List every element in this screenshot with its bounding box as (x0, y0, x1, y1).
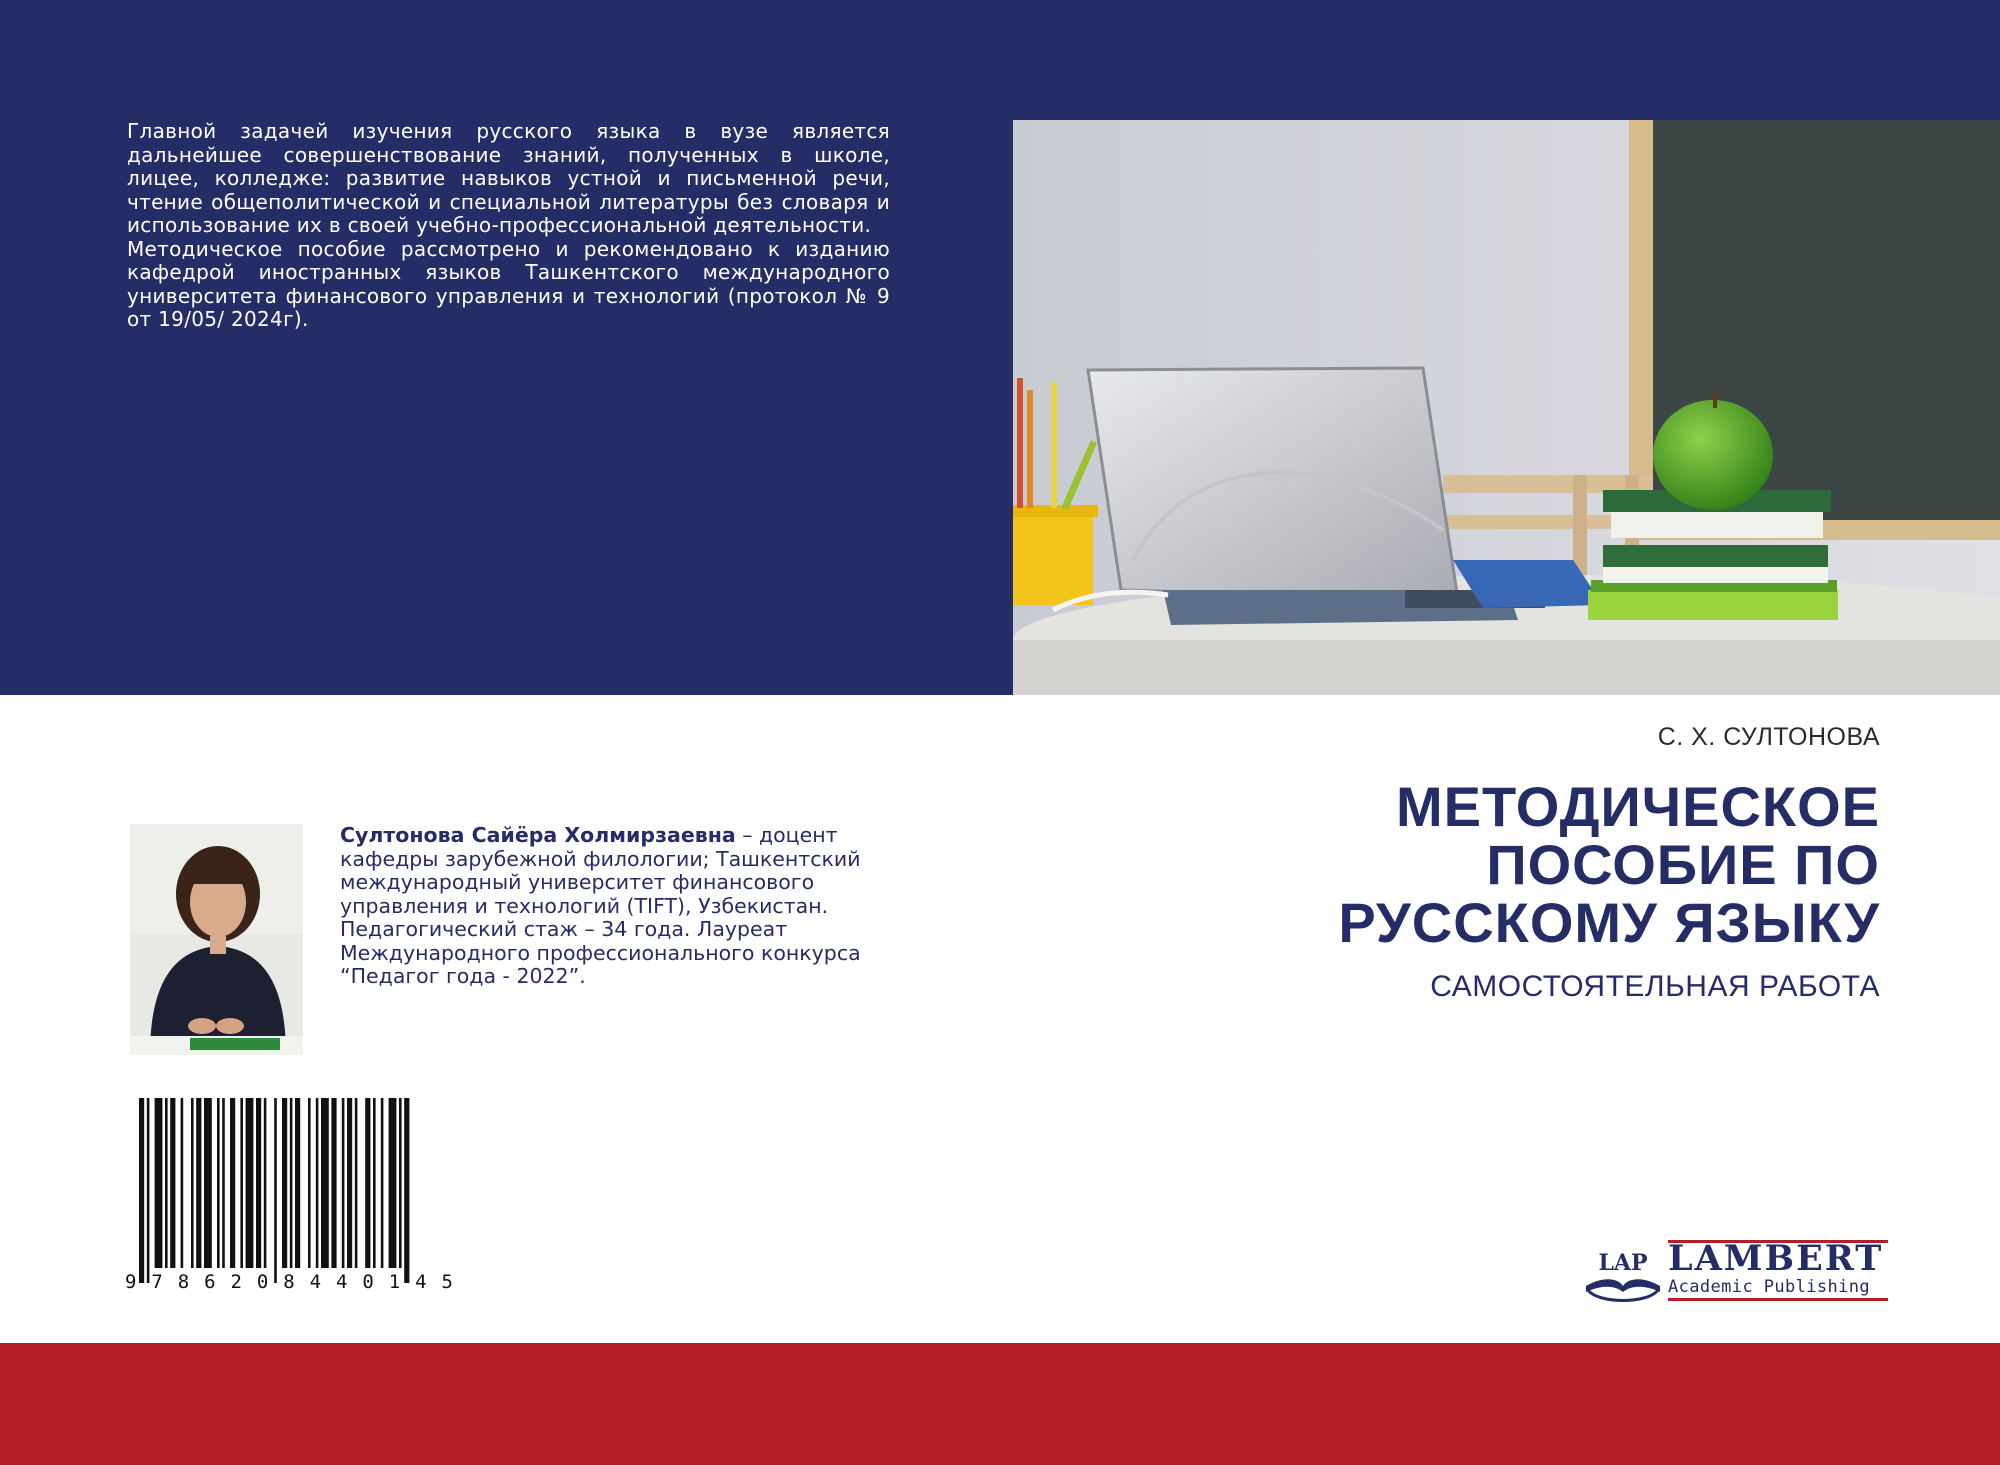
book-subtitle: САМОСТОЯТЕЛЬНАЯ РАБОТА (1430, 970, 1880, 1003)
blurb-paragraph-2: Методическое пособие рассмотрено и рекомендовано к изданию кафедрой иностранных языков Ташкентского международного университета финансового управления и технологий (протокол № 9 от 19/05/ 2024г). (127, 236, 890, 331)
barcode-bar (246, 1098, 254, 1268)
title-line-2: ПОСОБИЕ ПО (1486, 833, 1880, 896)
publisher-badge: LAP (1598, 1250, 1648, 1276)
barcode-bar (165, 1098, 168, 1268)
isbn-digit: 7 (151, 1271, 163, 1293)
barcode-bar (274, 1098, 277, 1283)
barcode-bar (295, 1098, 300, 1268)
barcode-bar (389, 1098, 397, 1268)
author-bio (340, 824, 895, 989)
barcode-bar (191, 1098, 194, 1268)
isbn-digit: 6 (204, 1271, 216, 1293)
isbn-digit: 5 (441, 1271, 453, 1293)
barcode-bar (399, 1098, 402, 1268)
barcode-bar (147, 1098, 150, 1283)
barcode-bar (321, 1098, 329, 1268)
barcode-bar (381, 1098, 384, 1268)
isbn-digit: 4 (415, 1271, 427, 1293)
barcode-bar (204, 1098, 212, 1268)
barcode-bar (316, 1098, 319, 1268)
cover-author: С. Х. СУЛТОНОВА (1657, 723, 1880, 751)
barcode-bar (155, 1098, 163, 1268)
barcode-bar (308, 1098, 311, 1268)
isbn-digit: 0 (256, 1271, 269, 1293)
barcode-bar (240, 1098, 243, 1268)
barcode-bar (355, 1098, 358, 1268)
title-line-1: МЕТОДИЧЕСКОЕ (1395, 775, 1880, 838)
barcode-bar (181, 1098, 184, 1268)
isbn-digit: 4 (336, 1271, 348, 1293)
title-line-3: РУССКОМУ ЯЗЫКУ (1338, 891, 1880, 954)
author-portrait (130, 824, 303, 1055)
isbn-digit: 0 (362, 1271, 374, 1293)
back-cover-blurb (127, 120, 890, 332)
barcode-bar (365, 1098, 370, 1268)
barcode-bar (342, 1098, 345, 1268)
isbn-digit: 2 (230, 1271, 242, 1293)
barcode-bar (196, 1098, 201, 1268)
author-bio-name: Султонова Сайёра Холмирзаевна (340, 823, 736, 847)
barcode-bar (373, 1098, 376, 1268)
barcode-bar (404, 1098, 409, 1283)
classroom-photo (1013, 120, 2000, 695)
barcode-bar (347, 1098, 352, 1268)
author-bio-text: – доцент кафедры зарубежной филологии; Ташкентский международный университет финансового управления и технологий (TIFT), Узбекистан. Педагогический стаж – 34 года. Лауреат Международного профессионального конкурса “Педагог года - 2022”. (340, 823, 861, 988)
blurb-paragraph-1: Главной задачей изучения русского языка в вузе является дальнейшее совершенствование знаний, полученных в школе, лицее, колледже: развитие навыков устной и письменной речи, чтение общеполитической и специальной литературы без словаря и использование их в своей учебно-профессиональной деятельности. (127, 119, 890, 237)
isbn-digit: 1 (388, 1271, 401, 1293)
barcode-bar (170, 1098, 175, 1268)
isbn-digits (124, 1271, 454, 1293)
isbn-digit: 9 (125, 1271, 137, 1293)
barcode-bar (139, 1098, 144, 1283)
publisher-name: LAMBERT (1668, 1238, 1884, 1279)
barcode-bar (222, 1098, 225, 1268)
publisher-subname: Academic Publishing (1668, 1277, 1871, 1297)
barcode-bar (331, 1098, 336, 1268)
barcode-bar (290, 1098, 293, 1268)
isbn-digit: 8 (283, 1271, 295, 1293)
book-title (1180, 775, 1880, 954)
isbn-digit: 8 (177, 1271, 190, 1293)
barcode-bar (256, 1098, 261, 1268)
isbn-digit: 4 (309, 1271, 322, 1293)
barcode-bar (264, 1098, 267, 1268)
bottom-red-band (0, 1343, 2000, 1465)
barcode-bar (230, 1098, 235, 1268)
barcode-bar (282, 1098, 287, 1268)
barcode-bar (217, 1098, 220, 1268)
